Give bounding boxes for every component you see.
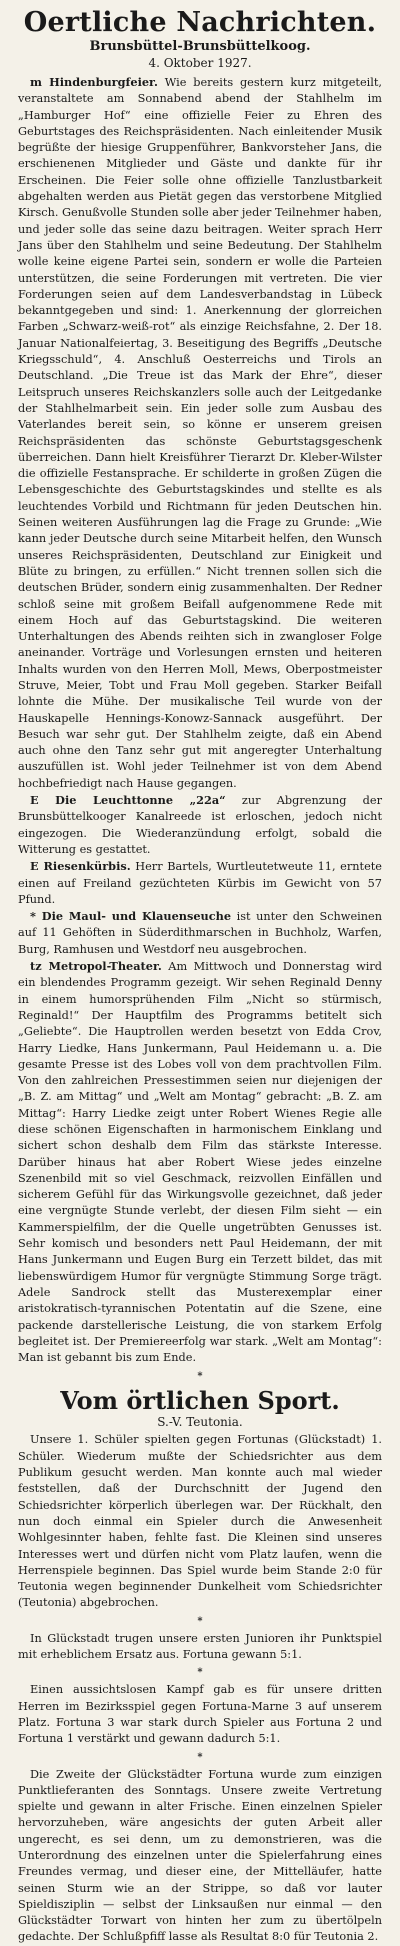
news-text: Wie bereits gestern kurz mitgeteilt, veranstaltete am Sonnabend abend der Stahlhelm im „Hamburger Hof“ eine offizielle Feier zu Ehren des Geburtstages des Reichspräsidenten. Nach einleitender Musik begrüßte der hiesige Gruppenführer, Bankvorsteher Jans, die erschienenen Mitglieder und Gäste und dankte für ihr Erscheinen. Die Feier solle ohne offizielle Tanzlustbarkeit abgehalten werden aus Pietät gegen das verstorbene Mitglied Kirsch. Genußvolle Stunden solle aber jeder Teilnehmer haben, und jeder solle das seine dazu beitragen. Weiter sprach Herr Jans über den Stahlhelm und seine Bedeutung. Der Stahlhelm wolle keine eigene Partei sein, sondern er wolle die Parteien unterstützen, die seine Forderungen mit vertreten. Die vier Forderungen seien auf dem Landesverbandstag in Lübeck bekanntgegeben und sind: 1. Anerkennung der glorreichen Farben „Schwarz-weiß-rot“ als einzige Reichsfahne, 2. Der 18. Januar Nationalfeiertag, 3. Beseitigung des Begriffs „Deutsche Kriegsschuld“, 4. Anschluß Oesterreichs und Tirols an Deutschland. „Die Treue ist das Mark der Ehre“, dieser Leitspruch unseres Reichskanzlers solle auch der Leitgedanke der Stahlhelmarbeit sein. Ein jeder solle zum Ausbau des Vaterlandes bereit sein, so könne er unserem greisen Reichspräsidenten das schönste Geburtstagsgeschenk überreichen. Dann hielt Kreisführer Tierarzt Dr. Kleber-Wilster die offizielle Festansprache. Er schilderte in großen Zügen die Lebensgeschichte des Geburtstagskindes und stellte es als leuchtendes Vorbild und Richtmann für jeden Deutschen hin. Seinen weiteren Ausführungen lag die Frage zu Grunde: „Wie kann jeder Deutsche durch seine Mitarbeit helfen, den Wunsch unseres Reichspräsidenten, Deutschland zur Einigkeit und Blüte zu bringen, zu erfüllen.“ Nicht trennen sollen sich die deutschen Brüder, sondern einig zusammenhalten. Der Redner schloß seine mit großem Beifall aufgenommene Rede mit einem Hoch auf das Geburtstagskind. Die weiteren Unterhaltungen des Abends reihten sich in zwangloser Folge aneinander. Vorträge und Vorlesungen ernsten und heiteren Inhalts wurden von den Herren Moll, Mews, Oberpostmeister Struve, Meier, Tobt und Frau Moll gegeben. Starker Beifall lohnte die Mühe. Der musikalische Teil wurde von der Hauskapelle Hennings-Konowz-Sannack ausgeführt. Der Besuch war sehr gut. Der Stahlhelm zeigte, daß ein Abend auch ohne den Tanz sehr gut mit angeregter Unterhaltung auszufüllen ist. Wohl jeder Teilnehmer ist von dem Abend hochbefriedigt nach Hause gegangen. [18, 76, 382, 790]
news-lead: * Die Maul- und Klauenseuche [30, 909, 232, 924]
news-lead: E Riesenkürbis. [30, 859, 131, 874]
paragraph-separator: * [197, 1751, 203, 1763]
news-text: Am Mittwoch und Donnerstag wird ein blendendes Programm gezeigt. Wir sehen Reginald Denny in einem humorsprühenden Film „Nicht so stürmisch, Reginald!“ Der Hauptfilm des Programms betitelt sich „Geliebte“. Die Hauptrollen werden besetzt von Edda Crov, Harry Liedke, Hans Junkermann, Paul Heidemann u. a. Die gesamte Presse ist des Lobes voll von dem prachtvollen Film. Von den zahlreichen Pressestimmen seien nur diejenigen der „B. Z. am Mittag“ und „Welt am Montag“ gebracht: „B. Z. am Mittag“: Harry Liedke zeigt unter Robert Wienes Regie alle diese schönen Eigenschaften in harmonischem Einklang und sichert schon deshalb dem Film das stärkste Interesse. Darüber hinaus hat aber Robert Wiese jedes einzelne Szenenbild mit so viel Geschmack, reizvollen Einfällen und sicherem Gefühl für das Wirkungsvolle gezeichnet, daß jeder eine vergnügte Stunde verlebt, der diesen Film sieht — ein Kammerspielfilm, der die Quelle ungetrübten Genusses ist. Sehr komisch und besonders nett Paul Heidemann, der mit Hans Junkermann und Eugen Burg ein Terzett bildet, das mit liebenswürdigem Humor für vergnügte Stimmung Sorge trägt. Adele Sandrock stellt das Musterexemplar einer aristokratisch-tyrannischen Potentatin auf die Szene, eine packende darstellerische Leistung, die von starkem Erfolg begleitet ist. Der Premiereerfolg war stark. „Welt am Montag“: Man ist gebannt bis zum Ende. [18, 960, 382, 1365]
news-text: zur Abgrenzung der Brunsbüttelkooger Kanalreede ist erloschen, jedoch nicht eingezogen. Die Wiederanzündung erfolgt, sobald die Witterung es gestattet. [18, 794, 383, 856]
sport-section [18, 1387, 382, 1945]
sport-paragraph: Die Zweite der Glückstädter Fortuna wurde zum einzigen Punktlieferanten des Sonntags. Unsere zweite Vertretung spielte und gewann in alter Frische. Einen einzelnen Spieler hervorzuheben, wäre angesichts der guten Arbeit aller ungerecht, es sei denn, um zu demonstrieren, was die Unterordnung des einzelnen unter die Spielerfahrung eines Freundes vermag, und dieser eine, der Mittelläufer, hatte seinen Sturm wie an der Strippe, so daß vor lauter Spieldisziplin — selbst der Linksaußen nur einmal — den Glückstädter Torwart von hinten her zum zu übertölpeln gedachte. Der Schlußpfiff lasse als Resultat 8:0 für Teutonia 2. [18, 1767, 382, 1944]
paragraph-separator: * [197, 1667, 203, 1679]
news-item-hindenburgfeier [18, 74, 382, 792]
news-text: Herr Bartels, Wurtleutetweute 11, erntete einen auf Freiland gezüchteten Kürbis im Gewicht von 57 Pfund. [18, 860, 382, 906]
local-news-section [18, 74, 382, 1366]
page-subtitle: Brunsbüttel-Brunsbüttelkoog. [89, 39, 311, 54]
news-item-seuche [18, 908, 382, 958]
section-separator: * [197, 1371, 203, 1383]
sport-paragraph: Einen aussichtslosen Kampf gab es für unsere dritten Herren im Bezirksspiel gegen Fortuna-Marne 3 auf unserem Platz. Fortuna 3 war stark durch Spieler aus Fortuna 2 und Fortuna 1 verstärkt und gewann dadurch 5:1. [18, 1683, 382, 1746]
dateline: 4. Oktober 1927. [148, 56, 252, 70]
news-item-leuchttonne [18, 792, 382, 858]
page-title: Oertliche Nachrichten. [23, 7, 377, 38]
news-text: ist unter den Schweinen auf 11 Gehöften in Süderdithmarschen in Buchholz, Warfen, Burg, Ramhusen und Westdorf neu ausgebrochen. [18, 910, 383, 956]
sport-paragraph: Unsere 1. Schüler spielten gegen Fortunas (Glückstadt) 1. Schüler. Wiederum mußte der Schiedsrichter aus dem Publikum gesucht werden. Man konnte auch mal wieder feststellen, daß der Durchschnitt der Jugend den Schiedsrichter körperlich überlegen war. Der Rückhalt, den nun doch einmal ein Spieler durch die Anwesenheit Wohlgesinnter haben, fehlte fast. Die Kleinen sind unseres Interesses wert und dürfen nicht vom Platz laufen, wenn die Herrenspiele beginnen. Das Spiel wurde beim Stande 2:0 für Teutonia wegen beginnender Dunkelheit vom Schiedsrichter (Teutonia) abgebrochen. [18, 1433, 382, 1610]
sport-paragraph: In Glückstadt trugen unsere ersten Junioren ihr Punktspiel mit erheblichem Ersatz aus. Fortuna gewann 5:1. [18, 1631, 382, 1662]
paragraph-separator: * [197, 1615, 203, 1627]
news-item-metropol-theater [18, 958, 382, 1366]
news-lead: m Hindenburgfeier. [30, 75, 158, 89]
news-lead: E Die Leuchttonne „22a“ [30, 793, 226, 808]
sport-title: Vom örtlichen Sport. [60, 1386, 340, 1416]
news-item-riesenkuerbis [18, 858, 382, 908]
news-lead: tz Metropol-Theater. [30, 959, 162, 974]
club-name: S.-V. Teutonia. [157, 1415, 243, 1430]
